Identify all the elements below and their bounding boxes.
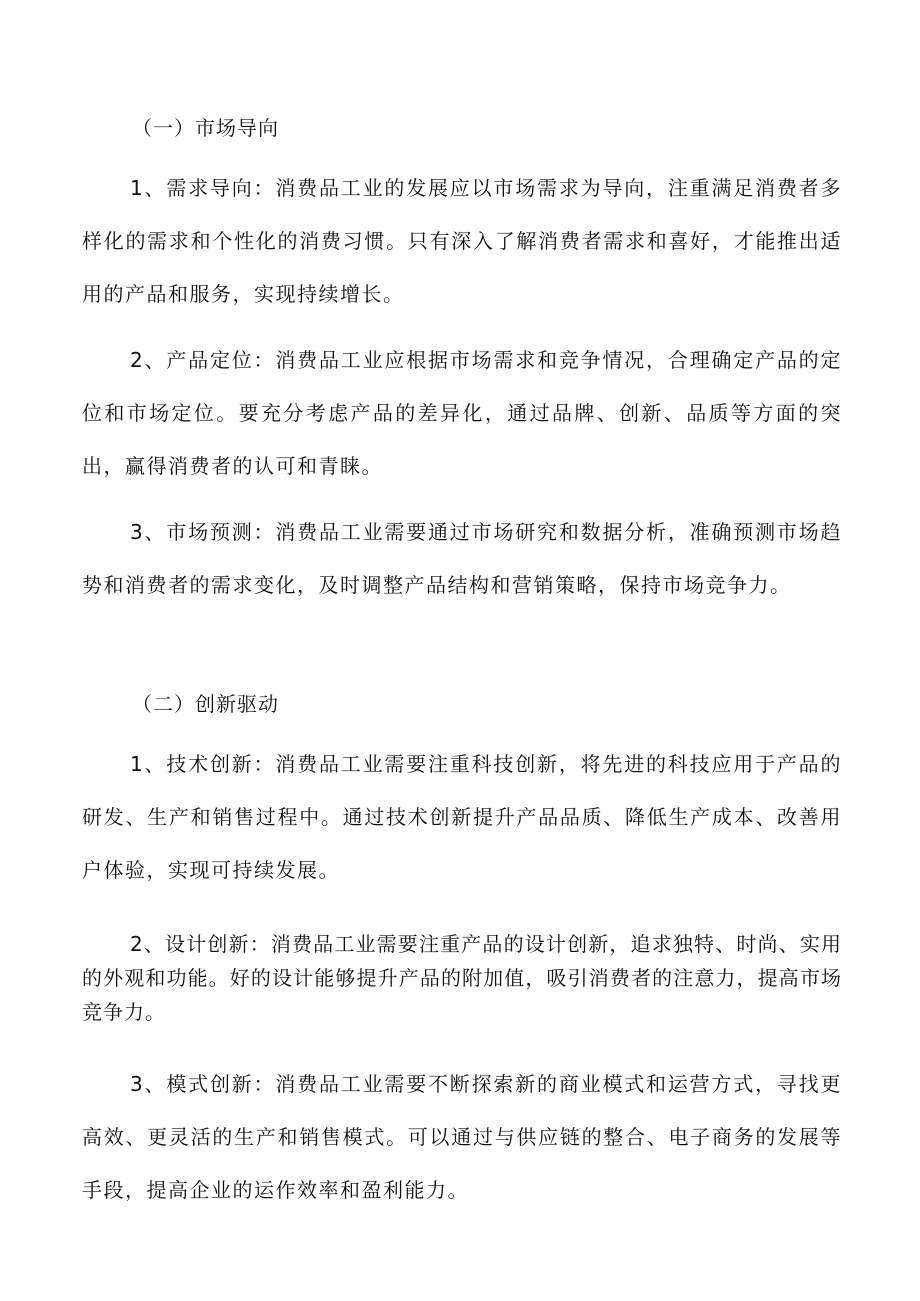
paragraph-text: 2、产品定位：消费品工业应根据市场需求和竞争情况，合理确定产品的定位和市场定位。要充分考虑产品的差异化，通过品牌、创新、品质等方面的突出，赢得消费者的认可和青睐。: [82, 348, 842, 478]
paragraph-text: 3、市场预测：消费品工业需要通过市场研究和数据分析，准确预测市场趋势和消费者的需求变化，及时调整产品结构和营销策略，保持市场竞争力。: [82, 520, 842, 597]
paragraph-text: 1、需求导向：消费品工业的发展应以市场需求为导向，注重满足消费者多样化的需求和个性化的消费习惯。只有深入了解消费者需求和喜好，才能推出适用的产品和服务，实现持续增长。: [82, 176, 842, 306]
paragraph-technology-innovation: [82, 738, 842, 897]
paragraph-market-forecast: [82, 506, 842, 612]
paragraph-design-innovation: [82, 927, 842, 1029]
paragraph-demand-orientation: [82, 162, 842, 321]
paragraph-model-innovation: [82, 1058, 842, 1217]
paragraph-text: 3、模式创新：消费品工业需要不断探索新的商业模式和运营方式，寻找更高效、更灵活的生产和销售模式。可以通过与供应链的整合、电子商务的发展等手段，提高企业的运作效率和盈利能力。: [82, 1072, 842, 1202]
section-heading-market-orientation: （一）市场导向: [132, 116, 279, 140]
paragraph-text: 2、设计创新：消费品工业需要注重产品的设计创新，追求独特、时尚、实用的外观和功能。好的设计能够提升产品的附加值，吸引消费者的注意力，提高市场竞争力。: [82, 932, 842, 1024]
paragraph-text: 1、技术创新：消费品工业需要注重科技创新，将先进的科技应用于产品的研发、生产和销售过程中。通过技术创新提升产品品质、降低生产成本、改善用户体验，实现可持续发展。: [82, 752, 842, 882]
paragraph-product-positioning: [82, 334, 842, 493]
section-heading-innovation-driven: （二）创新驱动: [132, 692, 279, 716]
